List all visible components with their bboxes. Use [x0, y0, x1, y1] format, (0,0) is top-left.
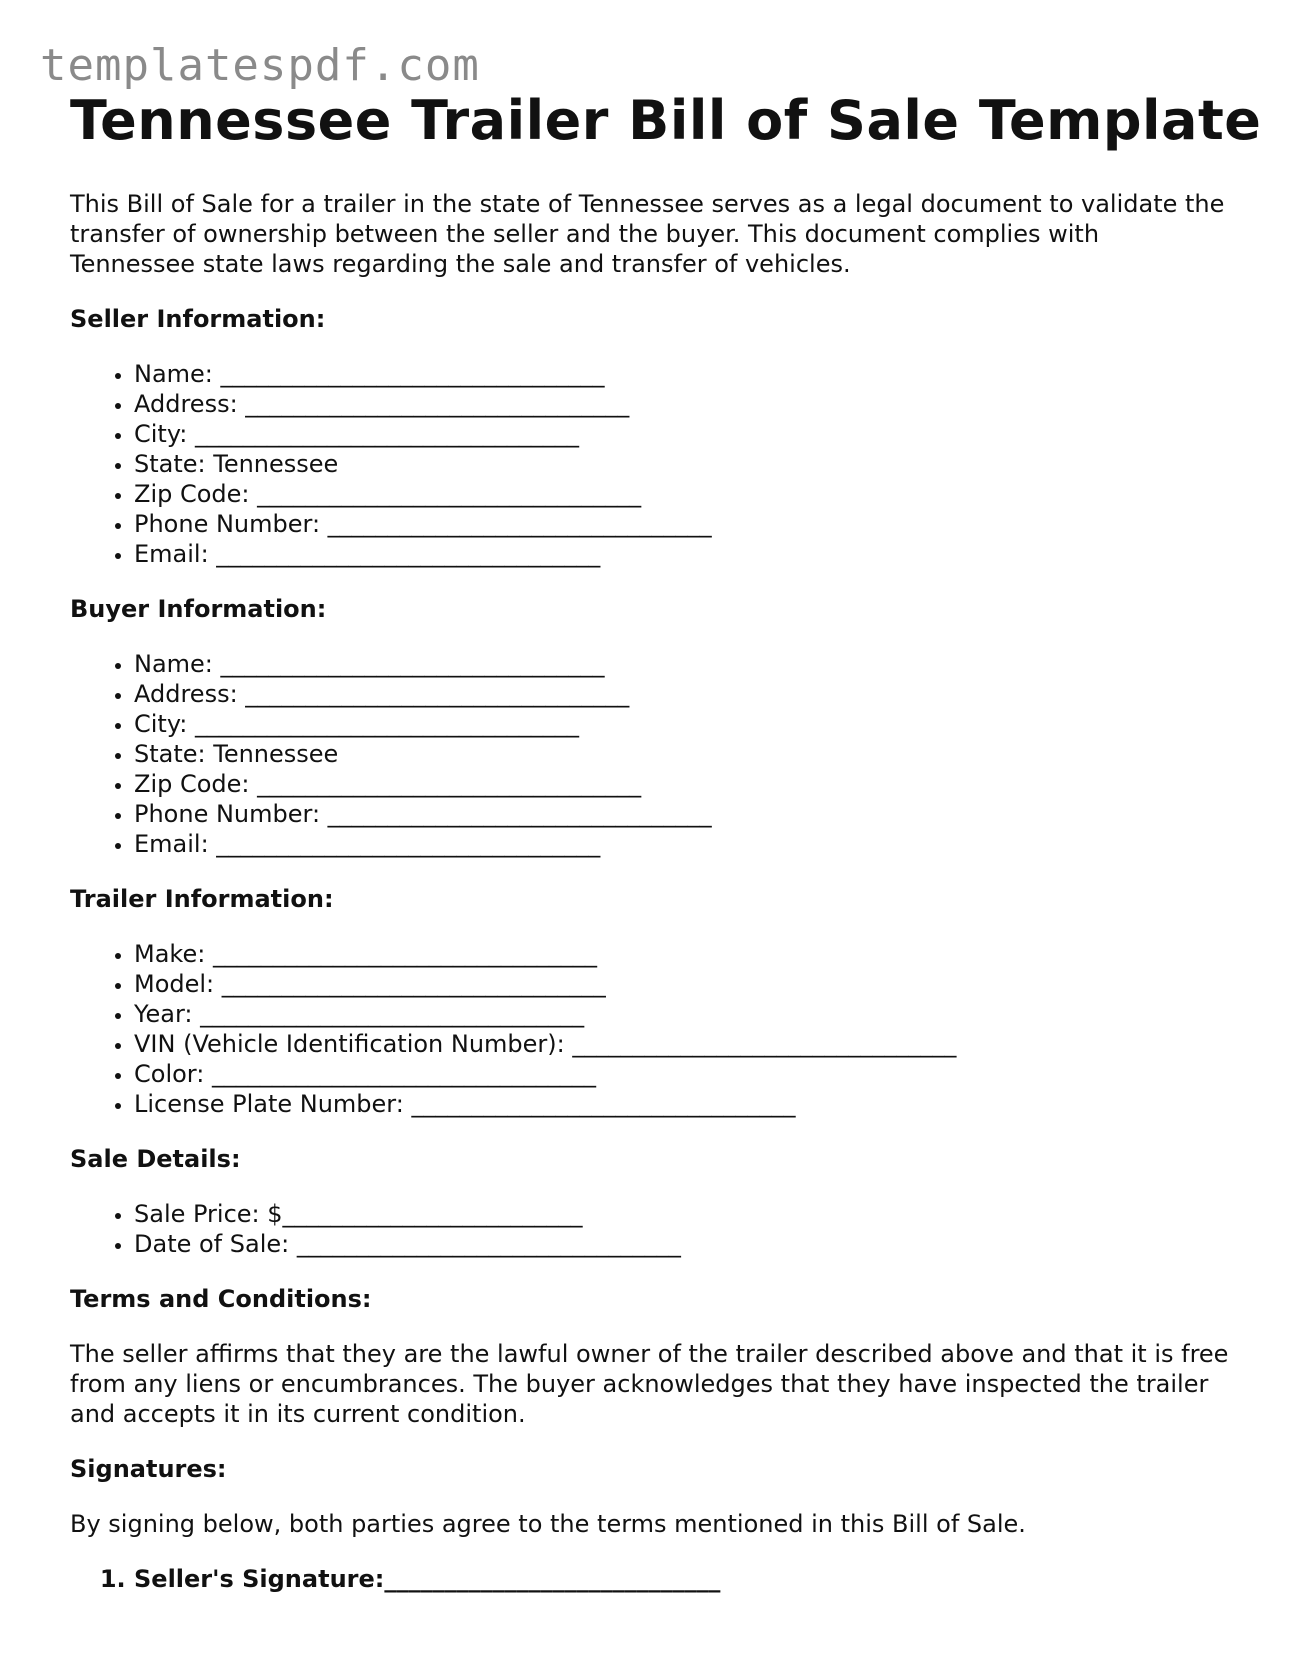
buyer-name-field[interactable]: • Name: ________________________________: [134, 649, 1230, 679]
seller-address-field[interactable]: • Address: ________________________________: [134, 389, 1230, 419]
watermark: templatespdf.com: [40, 40, 480, 91]
buyer-address-field[interactable]: • Address: ________________________________: [134, 679, 1230, 709]
buyer-state-field: • State: Tennessee: [134, 739, 1230, 769]
signatures-list: [70, 1564, 1230, 1594]
buyer-list: [70, 649, 1230, 859]
buyer-zip-field[interactable]: • Zip Code: ________________________________: [134, 769, 1230, 799]
buyer-phone-field[interactable]: • Phone Number: ________________________________: [134, 799, 1230, 829]
trailer-heading: Trailer Information:: [70, 885, 334, 913]
seller-name-field[interactable]: • Name: ________________________________: [134, 359, 1230, 389]
sale-price-field[interactable]: • Sale Price: $_________________________: [134, 1199, 1230, 1229]
trailer-year-field[interactable]: • Year: ________________________________: [134, 999, 1230, 1029]
trailer-make-field[interactable]: • Make: ________________________________: [134, 939, 1230, 969]
seller-signature-field[interactable]: 1. Seller's Signature:____________________________: [134, 1564, 1230, 1594]
sale-list: [70, 1199, 1230, 1259]
seller-list: [70, 359, 1230, 569]
trailer-vin-field[interactable]: • VIN (Vehicle Identification Number): ________________________________: [134, 1029, 1230, 1059]
buyer-email-field[interactable]: • Email: ________________________________: [134, 829, 1230, 859]
seller-phone-field[interactable]: • Phone Number: ________________________________: [134, 509, 1230, 539]
seller-city-field[interactable]: • City: ________________________________: [134, 419, 1230, 449]
seller-heading: Seller Information:: [70, 305, 326, 333]
seller-zip-field[interactable]: • Zip Code: ________________________________: [134, 479, 1230, 509]
buyer-city-field[interactable]: • City: ________________________________: [134, 709, 1230, 739]
sale-date-field[interactable]: • Date of Sale: ________________________________: [134, 1229, 1230, 1259]
document-body: [70, 86, 1262, 1594]
signatures-paragraph: By signing below, both parties agree to the terms mentioned in this Bill of Sale.: [70, 1510, 1026, 1538]
signatures-heading: Signatures:: [70, 1455, 227, 1483]
intro-paragraph: This Bill of Sale for a trailer in the state of Tennessee serves as a legal document to validate the transfer of ownership between the seller and the buyer. This document complies with Tennessee state laws regarding the sale and transfer of vehicles.: [70, 190, 1225, 278]
sale-heading: Sale Details:: [70, 1145, 241, 1173]
seller-state-field: • State: Tennessee: [134, 449, 1230, 479]
trailer-plate-field[interactable]: • License Plate Number: ________________________________: [134, 1089, 1230, 1119]
trailer-list: [70, 939, 1230, 1119]
terms-paragraph: The seller affirms that they are the lawful owner of the trailer described above and that it is free from any liens or encumbrances. The buyer acknowledges that they have inspected the trailer and accepts it in its current condition.: [70, 1340, 1229, 1428]
buyer-heading: Buyer Information:: [70, 595, 327, 623]
seller-email-field[interactable]: • Email: ________________________________: [134, 539, 1230, 569]
page-title: Tennessee Trailer Bill of Sale Template: [70, 89, 1262, 152]
terms-heading: Terms and Conditions:: [70, 1285, 372, 1313]
trailer-color-field[interactable]: • Color: ________________________________: [134, 1059, 1230, 1089]
trailer-model-field[interactable]: • Model: ________________________________: [134, 969, 1230, 999]
